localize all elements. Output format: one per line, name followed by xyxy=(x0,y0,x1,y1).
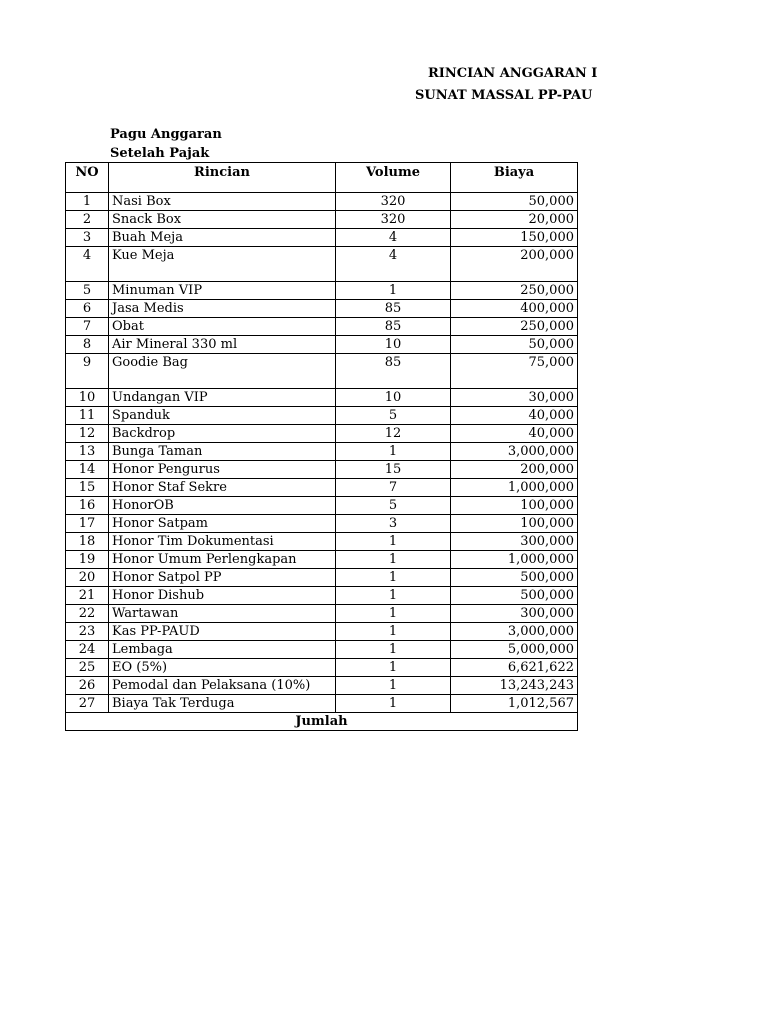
row-volume-cell: 1 xyxy=(336,677,451,695)
row-volume-cell: 1 xyxy=(336,641,451,659)
row-volume-cell: 1 xyxy=(336,695,451,713)
table-row xyxy=(66,623,578,641)
row-no-cell: 5 xyxy=(66,282,109,300)
row-rincian-cell: Pemodal dan Pelaksana (10%) xyxy=(109,677,336,695)
row-biaya-cell: 6,621,622 xyxy=(451,659,578,677)
row-volume-cell: 5 xyxy=(336,407,451,425)
table-header-row xyxy=(66,163,578,193)
header-rincian: Rincian xyxy=(109,163,336,193)
row-no-cell: 24 xyxy=(66,641,109,659)
table-row xyxy=(66,211,578,229)
header-biaya: Biaya xyxy=(451,163,578,193)
row-biaya-cell: 50,000 xyxy=(451,193,578,211)
row-biaya-cell: 500,000 xyxy=(451,569,578,587)
row-biaya-cell: 250,000 xyxy=(451,282,578,300)
row-biaya-cell: 200,000 xyxy=(451,461,578,479)
row-volume-cell: 15 xyxy=(336,461,451,479)
row-volume-cell: 12 xyxy=(336,425,451,443)
table-row xyxy=(66,193,578,211)
row-no-cell: 27 xyxy=(66,695,109,713)
table-row xyxy=(66,282,578,300)
table-body xyxy=(66,193,578,713)
header-volume: Volume xyxy=(336,163,451,193)
table-row xyxy=(66,247,578,282)
row-volume-cell: 7 xyxy=(336,479,451,497)
row-rincian-cell: Nasi Box xyxy=(109,193,336,211)
row-no-cell: 13 xyxy=(66,443,109,461)
table-row xyxy=(66,229,578,247)
row-rincian-cell: Jasa Medis xyxy=(109,300,336,318)
row-no-cell: 12 xyxy=(66,425,109,443)
row-biaya-cell: 500,000 xyxy=(451,587,578,605)
row-no-cell: 6 xyxy=(66,300,109,318)
row-rincian-cell: Honor Dishub xyxy=(109,587,336,605)
row-rincian-cell: Lembaga xyxy=(109,641,336,659)
table-row xyxy=(66,605,578,623)
row-volume-cell: 320 xyxy=(336,193,451,211)
row-volume-cell: 1 xyxy=(336,443,451,461)
row-biaya-cell: 200,000 xyxy=(451,247,578,282)
row-rincian-cell: Biaya Tak Terduga xyxy=(109,695,336,713)
row-no-cell: 10 xyxy=(66,389,109,407)
row-biaya-cell: 1,000,000 xyxy=(451,479,578,497)
row-volume-cell: 1 xyxy=(336,282,451,300)
row-volume-cell: 3 xyxy=(336,515,451,533)
row-no-cell: 18 xyxy=(66,533,109,551)
row-no-cell: 25 xyxy=(66,659,109,677)
row-rincian-cell: HonorOB xyxy=(109,497,336,515)
table-row xyxy=(66,515,578,533)
jumlah-row xyxy=(66,713,578,731)
table-row xyxy=(66,300,578,318)
row-volume-cell: 1 xyxy=(336,551,451,569)
row-no-cell: 14 xyxy=(66,461,109,479)
row-rincian-cell: Bunga Taman xyxy=(109,443,336,461)
row-rincian-cell: Obat xyxy=(109,318,336,336)
table-row xyxy=(66,407,578,425)
row-biaya-cell: 50,000 xyxy=(451,336,578,354)
row-no-cell: 1 xyxy=(66,193,109,211)
row-biaya-cell: 13,243,243 xyxy=(451,677,578,695)
row-no-cell: 7 xyxy=(66,318,109,336)
document-title: RINCIAN ANGGARAN I xyxy=(428,66,598,81)
row-biaya-cell: 40,000 xyxy=(451,407,578,425)
table-row xyxy=(66,569,578,587)
table-row xyxy=(66,336,578,354)
row-biaya-cell: 400,000 xyxy=(451,300,578,318)
row-no-cell: 16 xyxy=(66,497,109,515)
budget-table xyxy=(65,162,578,731)
row-biaya-cell: 300,000 xyxy=(451,533,578,551)
row-no-cell: 21 xyxy=(66,587,109,605)
row-volume-cell: 85 xyxy=(336,318,451,336)
table-row xyxy=(66,659,578,677)
row-volume-cell: 320 xyxy=(336,211,451,229)
table-row xyxy=(66,479,578,497)
table-row xyxy=(66,587,578,605)
row-rincian-cell: Buah Meja xyxy=(109,229,336,247)
row-rincian-cell: Honor Satpol PP xyxy=(109,569,336,587)
jumlah-label: Jumlah xyxy=(66,713,578,731)
row-biaya-cell: 300,000 xyxy=(451,605,578,623)
row-biaya-cell: 250,000 xyxy=(451,318,578,336)
row-volume-cell: 85 xyxy=(336,300,451,318)
row-rincian-cell: Wartawan xyxy=(109,605,336,623)
row-rincian-cell: Kas PP-PAUD xyxy=(109,623,336,641)
table-row xyxy=(66,497,578,515)
row-rincian-cell: Honor Staf Sekre xyxy=(109,479,336,497)
row-volume-cell: 1 xyxy=(336,587,451,605)
table-row xyxy=(66,443,578,461)
table-row xyxy=(66,641,578,659)
table-row xyxy=(66,551,578,569)
row-volume-cell: 85 xyxy=(336,354,451,389)
table-row xyxy=(66,533,578,551)
header-no: NO xyxy=(66,163,109,193)
row-rincian-cell: EO (5%) xyxy=(109,659,336,677)
row-volume-cell: 1 xyxy=(336,623,451,641)
row-rincian-cell: Honor Satpam xyxy=(109,515,336,533)
row-biaya-cell: 75,000 xyxy=(451,354,578,389)
row-rincian-cell: Backdrop xyxy=(109,425,336,443)
row-no-cell: 11 xyxy=(66,407,109,425)
row-rincian-cell: Honor Tim Dokumentasi xyxy=(109,533,336,551)
row-rincian-cell: Honor Pengurus xyxy=(109,461,336,479)
row-biaya-cell: 100,000 xyxy=(451,497,578,515)
row-biaya-cell: 30,000 xyxy=(451,389,578,407)
row-no-cell: 23 xyxy=(66,623,109,641)
row-volume-cell: 4 xyxy=(336,247,451,282)
table-row xyxy=(66,677,578,695)
row-volume-cell: 10 xyxy=(336,336,451,354)
row-volume-cell: 1 xyxy=(336,659,451,677)
row-rincian-cell: Air Mineral 330 ml xyxy=(109,336,336,354)
row-biaya-cell: 150,000 xyxy=(451,229,578,247)
document-subtitle: SUNAT MASSAL PP-PAU xyxy=(415,88,593,103)
row-no-cell: 4 xyxy=(66,247,109,282)
row-no-cell: 15 xyxy=(66,479,109,497)
row-rincian-cell: Minuman VIP xyxy=(109,282,336,300)
row-biaya-cell: 5,000,000 xyxy=(451,641,578,659)
row-biaya-cell: 1,000,000 xyxy=(451,551,578,569)
row-no-cell: 20 xyxy=(66,569,109,587)
row-no-cell: 22 xyxy=(66,605,109,623)
setelah-pajak-label: Setelah Pajak xyxy=(110,146,210,161)
table-row xyxy=(66,389,578,407)
row-volume-cell: 1 xyxy=(336,533,451,551)
table-row xyxy=(66,425,578,443)
row-rincian-cell: Snack Box xyxy=(109,211,336,229)
row-biaya-cell: 1,012,567 xyxy=(451,695,578,713)
table-row xyxy=(66,354,578,389)
row-biaya-cell: 40,000 xyxy=(451,425,578,443)
row-volume-cell: 1 xyxy=(336,569,451,587)
row-rincian-cell: Goodie Bag xyxy=(109,354,336,389)
row-rincian-cell: Spanduk xyxy=(109,407,336,425)
row-volume-cell: 5 xyxy=(336,497,451,515)
table-row xyxy=(66,695,578,713)
row-rincian-cell: Kue Meja xyxy=(109,247,336,282)
row-biaya-cell: 100,000 xyxy=(451,515,578,533)
pagu-anggaran-label: Pagu Anggaran xyxy=(110,127,222,142)
row-no-cell: 3 xyxy=(66,229,109,247)
row-biaya-cell: 3,000,000 xyxy=(451,443,578,461)
row-no-cell: 2 xyxy=(66,211,109,229)
row-volume-cell: 10 xyxy=(336,389,451,407)
row-biaya-cell: 20,000 xyxy=(451,211,578,229)
table-row xyxy=(66,318,578,336)
table-row xyxy=(66,461,578,479)
row-rincian-cell: Undangan VIP xyxy=(109,389,336,407)
row-rincian-cell: Honor Umum Perlengkapan xyxy=(109,551,336,569)
row-no-cell: 9 xyxy=(66,354,109,389)
row-no-cell: 8 xyxy=(66,336,109,354)
row-no-cell: 17 xyxy=(66,515,109,533)
row-biaya-cell: 3,000,000 xyxy=(451,623,578,641)
row-volume-cell: 4 xyxy=(336,229,451,247)
row-no-cell: 26 xyxy=(66,677,109,695)
row-no-cell: 19 xyxy=(66,551,109,569)
row-volume-cell: 1 xyxy=(336,605,451,623)
